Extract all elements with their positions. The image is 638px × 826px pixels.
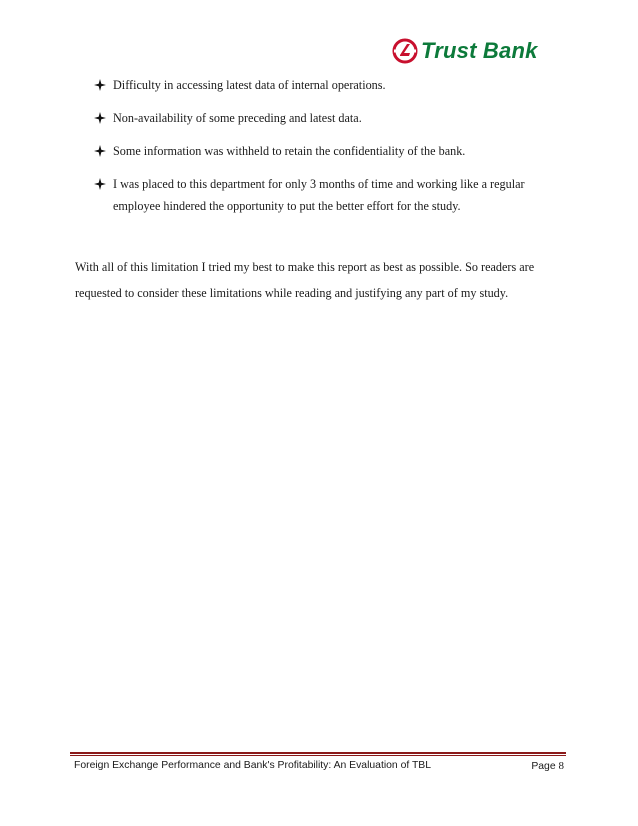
page-label: Page bbox=[531, 761, 556, 772]
diamond-bullet-icon bbox=[94, 79, 106, 91]
list-item bbox=[94, 173, 564, 217]
list-item-text: Difficulty in accessing latest data of internal operations. bbox=[113, 78, 386, 92]
list-item-text: I was placed to this department for only 3 months of time and working like a regular employee hindered the opportunity to put the better effort for the study. bbox=[113, 177, 525, 213]
footer-divider bbox=[70, 752, 566, 756]
body-paragraph: With all of this limitation I tried my best to make this report as best as possible. So readers are requested to consider these limitations while reading and justifying any part of my study. bbox=[75, 260, 535, 300]
list-item bbox=[94, 107, 564, 129]
limitations-list bbox=[94, 74, 564, 228]
diamond-bullet-icon bbox=[94, 112, 106, 124]
trust-bank-logo bbox=[392, 36, 538, 66]
list-item-text: Non-availability of some preceding and latest data. bbox=[113, 111, 362, 125]
list-item bbox=[94, 74, 564, 96]
diamond-bullet-icon bbox=[94, 145, 106, 157]
trust-bank-logo-icon bbox=[392, 38, 418, 64]
page-number: 8 bbox=[558, 760, 564, 772]
footer-title: Foreign Exchange Performance and Bank's Profitability: An Evaluation of TBL bbox=[74, 760, 432, 771]
diamond-bullet-icon bbox=[94, 178, 106, 190]
logo-text: Trust Bank bbox=[421, 38, 538, 63]
page-indicator bbox=[531, 760, 564, 772]
page-footer bbox=[74, 760, 564, 772]
list-item-text: Some information was withheld to retain the confidentiality of the bank. bbox=[113, 144, 466, 158]
list-item bbox=[94, 140, 564, 162]
